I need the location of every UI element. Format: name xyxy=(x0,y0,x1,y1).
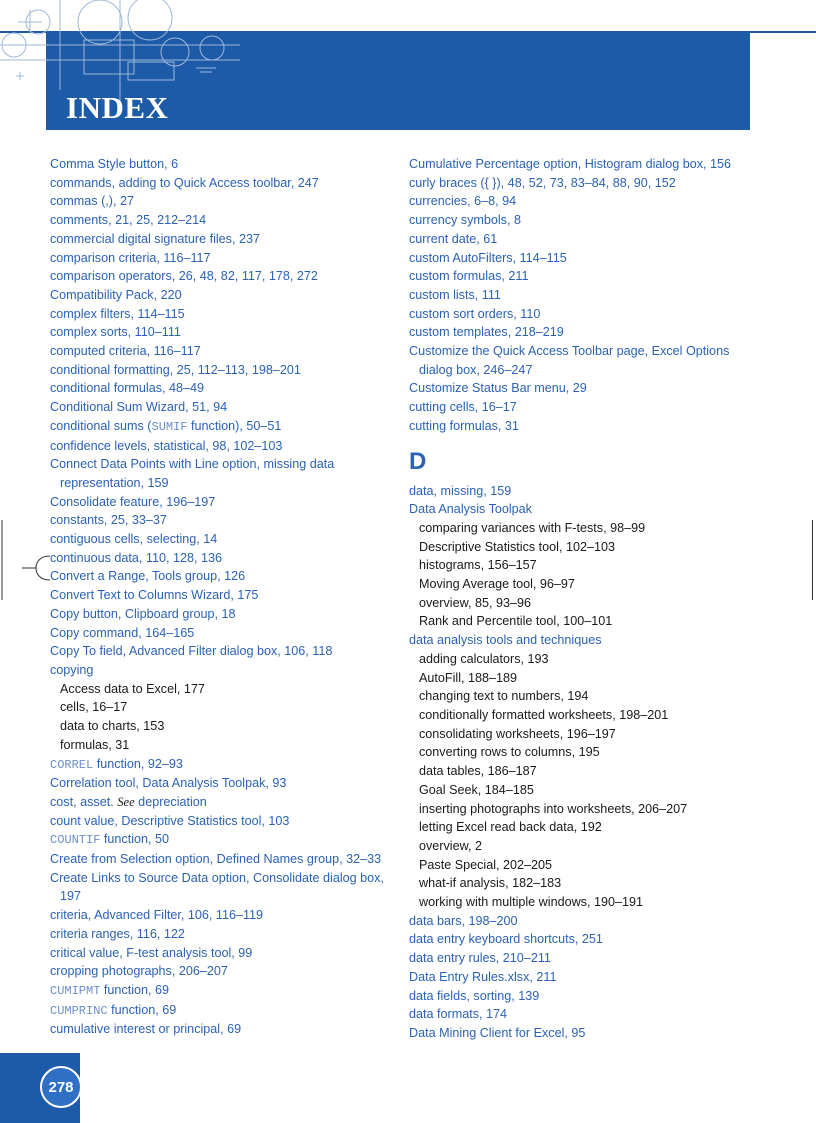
index-entry: constants, 25, 33–37 xyxy=(50,513,167,528)
index-subentry: Rank and Percentile tool, 100–101 xyxy=(419,614,613,629)
index-entry: data, missing, 159 xyxy=(409,483,512,498)
index-entry: comments, 21, 25, 212–214 xyxy=(50,213,207,228)
index-entry: Conditional Sum Wizard, 51, 94 xyxy=(50,400,228,415)
index-entry: criteria ranges, 116, 122 xyxy=(50,926,185,941)
entry-text: function, 69 xyxy=(107,1002,177,1017)
index-subentry: Moving Average tool, 96–97 xyxy=(419,577,575,592)
entry-text: depreciation xyxy=(134,794,207,809)
index-entry: cutting formulas, 31 xyxy=(409,418,519,433)
index-subentry: data tables, 186–187 xyxy=(419,764,537,779)
index-entry: Copy command, 164–165 xyxy=(50,625,195,640)
index-column-right xyxy=(409,155,761,1043)
index-subentry: changing text to numbers, 194 xyxy=(419,689,589,704)
index-entry: currencies, 6–8, 94 xyxy=(409,194,517,209)
index-entry: copying xyxy=(50,662,94,677)
index-entry xyxy=(50,755,402,775)
index-column-left xyxy=(50,155,402,1039)
index-entry xyxy=(50,830,402,850)
entry-text: cost, asset. xyxy=(50,794,118,809)
index-entry: data entry rules, 210–211 xyxy=(409,951,551,966)
index-subentry: converting rows to columns, 195 xyxy=(419,745,600,760)
index-entry: complex sorts, 110–111 xyxy=(50,325,181,340)
index-subentry: inserting photographs into worksheets, 206–207 xyxy=(419,801,688,816)
index-subentry: histograms, 156–157 xyxy=(419,558,537,573)
index-entry: curly braces ({ }), 48, 52, 73, 83–84, 88, 90, 152 xyxy=(409,175,676,190)
index-entry: conditional formulas, 48–49 xyxy=(50,381,205,396)
index-entry: Cumulative Percentage option, Histogram dialog box, 156 xyxy=(409,157,732,171)
index-entry: Data Analysis Toolpak xyxy=(409,502,532,517)
index-entry: Data Mining Client for Excel, 95 xyxy=(409,1025,586,1040)
index-subentry: comparing variances with F-tests, 98–99 xyxy=(419,520,646,535)
index-entry: custom AutoFilters, 114–115 xyxy=(409,250,567,265)
page-number: 278 xyxy=(40,1066,82,1108)
index-entry: comparison operators, 26, 48, 82, 117, 178, 272 xyxy=(50,269,318,284)
index-subentry: overview, 85, 93–96 xyxy=(419,595,532,610)
index-entry: Correlation tool, Data Analysis Toolpak, 93 xyxy=(50,776,287,791)
index-entry: critical value, F-test analysis tool, 99 xyxy=(50,945,253,960)
index-entry: cutting cells, 16–17 xyxy=(409,400,517,415)
index-entry: commercial digital signature files, 237 xyxy=(50,231,260,246)
index-entry: commands, adding to Quick Access toolbar, 247 xyxy=(50,175,319,190)
function-name: COUNTIF xyxy=(50,833,101,848)
index-entry: data entry keyboard shortcuts, 251 xyxy=(409,932,603,947)
index-entry: data fields, sorting, 139 xyxy=(409,988,540,1003)
index-entry: conditional formatting, 25, 112–113, 198–201 xyxy=(50,362,301,377)
entry-text: conditional sums ( xyxy=(50,418,152,433)
index-entry: Create Links to Source Data option, Consolidate dialog box, 197 xyxy=(50,870,384,904)
function-name: CUMIPMT xyxy=(50,983,101,998)
index-entry: Consolidate feature, 196–197 xyxy=(50,494,216,509)
function-name: SUMIF xyxy=(151,419,188,434)
index-entry xyxy=(50,417,402,437)
page-title: INDEX xyxy=(66,90,169,125)
entry-text: function, 69 xyxy=(100,982,170,997)
index-entry: Copy To field, Advanced Filter dialog box, 106, 118 xyxy=(50,644,333,659)
index-entry: comparison criteria, 116–117 xyxy=(50,250,211,265)
index-entry: custom formulas, 211 xyxy=(409,269,529,284)
function-name: CORREL xyxy=(50,757,94,772)
index-subentry: formulas, 31 xyxy=(60,737,130,752)
index-entry: currency symbols, 8 xyxy=(409,213,521,228)
binding-edge-mark-right xyxy=(812,520,813,600)
index-entry: confidence levels, statistical, 98, 102–103 xyxy=(50,438,283,453)
index-entry xyxy=(50,981,402,1001)
index-subentry: what-if analysis, 182–183 xyxy=(419,876,562,891)
index-entry: cumulative interest or principal, 69 xyxy=(50,1022,242,1037)
index-subentry: letting Excel read back data, 192 xyxy=(419,820,602,835)
index-subentry: adding calculators, 193 xyxy=(419,651,549,666)
index-entry: count value, Descriptive Statistics tool, 103 xyxy=(50,813,290,828)
index-entry: Comma Style button, 6 xyxy=(50,157,179,171)
index-subentry: data to charts, 153 xyxy=(60,719,165,734)
entry-text: function, 92–93 xyxy=(93,756,183,771)
entry-text: function), 50–51 xyxy=(187,418,282,433)
index-subentry: consolidating worksheets, 196–197 xyxy=(419,726,616,741)
index-entry: custom templates, 218–219 xyxy=(409,325,564,340)
index-entry: contiguous cells, selecting, 14 xyxy=(50,532,218,547)
index-entry: data analysis tools and techniques xyxy=(409,633,602,648)
index-subentry: overview, 2 xyxy=(419,838,482,853)
index-entry: current date, 61 xyxy=(409,231,498,246)
index-entry: Data Entry Rules.xlsx, 211 xyxy=(409,969,557,984)
index-entry: commas (,), 27 xyxy=(50,194,134,209)
index-entry: complex filters, 114–115 xyxy=(50,306,185,321)
index-subentry: Paste Special, 202–205 xyxy=(419,857,553,872)
index-subentry: conditionally formatted worksheets, 198–201 xyxy=(419,707,669,722)
index-entry: computed criteria, 116–117 xyxy=(50,344,201,359)
index-entry: continuous data, 110, 128, 136 xyxy=(50,550,223,565)
index-subentry: cells, 16–17 xyxy=(60,700,128,715)
index-entry: Compatibility Pack, 220 xyxy=(50,287,182,302)
index-entry: Copy button, Clipboard group, 18 xyxy=(50,606,236,621)
index-entry: custom sort orders, 110 xyxy=(409,306,541,321)
function-name: CUMPRINC xyxy=(50,1003,108,1018)
index-entry: Convert Text to Columns Wizard, 175 xyxy=(50,588,259,603)
index-entry: Create from Selection option, Defined Names group, 32–33 xyxy=(50,852,382,867)
binding-edge-mark xyxy=(0,520,60,600)
index-subentry: AutoFill, 188–189 xyxy=(419,670,518,685)
index-entry: custom lists, 111 xyxy=(409,287,501,302)
index-entry xyxy=(50,793,402,812)
index-subentry: working with multiple windows, 190–191 xyxy=(419,895,644,910)
index-entry: Connect Data Points with Line option, missing data representation, 159 xyxy=(50,457,335,490)
index-entry xyxy=(50,1001,402,1021)
index-subentry: Access data to Excel, 177 xyxy=(60,681,205,696)
see-reference: See xyxy=(117,794,135,809)
entry-text: function, 50 xyxy=(100,832,170,847)
section-letter-d: D xyxy=(409,447,427,475)
index-entry: Convert a Range, Tools group, 126 xyxy=(50,569,246,584)
index-entry: cropping photographs, 206–207 xyxy=(50,964,228,979)
index-entry: data formats, 174 xyxy=(409,1007,508,1022)
index-subentry: Goal Seek, 184–185 xyxy=(419,782,534,797)
index-subentry: Descriptive Statistics tool, 102–103 xyxy=(419,539,616,554)
index-entry: criteria, Advanced Filter, 106, 116–119 xyxy=(50,908,264,923)
index-entry: Customize Status Bar menu, 29 xyxy=(409,381,587,396)
index-entry: Customize the Quick Access Toolbar page, Excel Options dialog box, 246–247 xyxy=(409,344,730,377)
index-entry: data bars, 198–200 xyxy=(409,913,518,928)
